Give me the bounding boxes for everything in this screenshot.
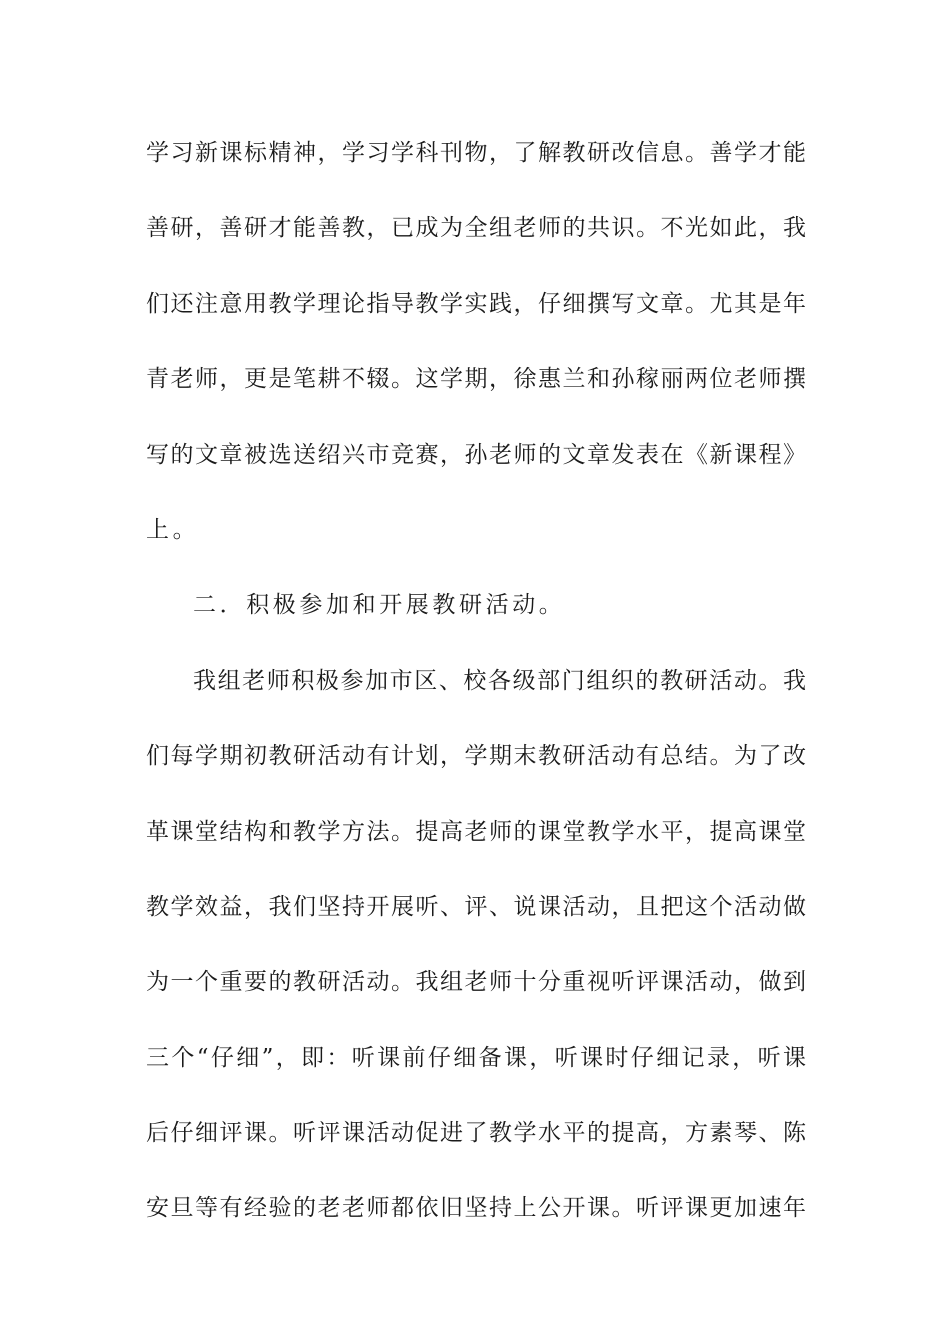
- paragraph-line: 教学效益，我们坚持开展听、评、说课活动，且把这个活动做: [146, 893, 806, 920]
- paragraph-line: 学习新课标精神，学习学科刊物，了解教研改信息。善学才能: [146, 140, 806, 166]
- paragraph-line: 后仔细评课。听评课活动促进了教学水平的提高，方素琴、陈: [146, 1120, 806, 1147]
- paragraph-line: 我组老师积极参加市区、校各级部门组织的教研活动。我: [193, 667, 806, 694]
- paragraph-line: 写的文章被选送绍兴市竞赛，孙老师的文章发表在《新课程》: [146, 441, 806, 468]
- paragraph-line: 善研，善研才能善教，已成为全组老师的共识。不光如此，我: [146, 215, 806, 242]
- paragraph-line: 上。: [146, 516, 200, 543]
- paragraph-line: 革课堂结构和教学方法。提高老师的课堂教学水平，提高课堂: [146, 818, 806, 845]
- paragraph-line: 青老师，更是笔耕不辍。这学期，徐惠兰和孙稼丽两位老师撰: [146, 366, 806, 393]
- paragraph-line: 安旦等有经验的老老师都依旧坚持上公开课。听评课更加速年: [146, 1195, 806, 1222]
- paragraph-line: 为一个重要的教研活动。我组老师十分重视听评课活动，做到: [146, 969, 806, 996]
- paragraph-line: 三个“仔细”，即：听课前仔细备课，听课时仔细记录，听课: [146, 1044, 806, 1071]
- paragraph-line: 们还注意用教学理论指导教学实践，仔细撰写文章。尤其是年: [146, 290, 806, 317]
- paragraph-line: 们每学期初教研活动有计划，学期末教研活动有总结。为了改: [146, 743, 806, 770]
- section-heading: 二．积极参加和开展教研活动。: [193, 592, 566, 619]
- document-body: [146, 128, 806, 1259]
